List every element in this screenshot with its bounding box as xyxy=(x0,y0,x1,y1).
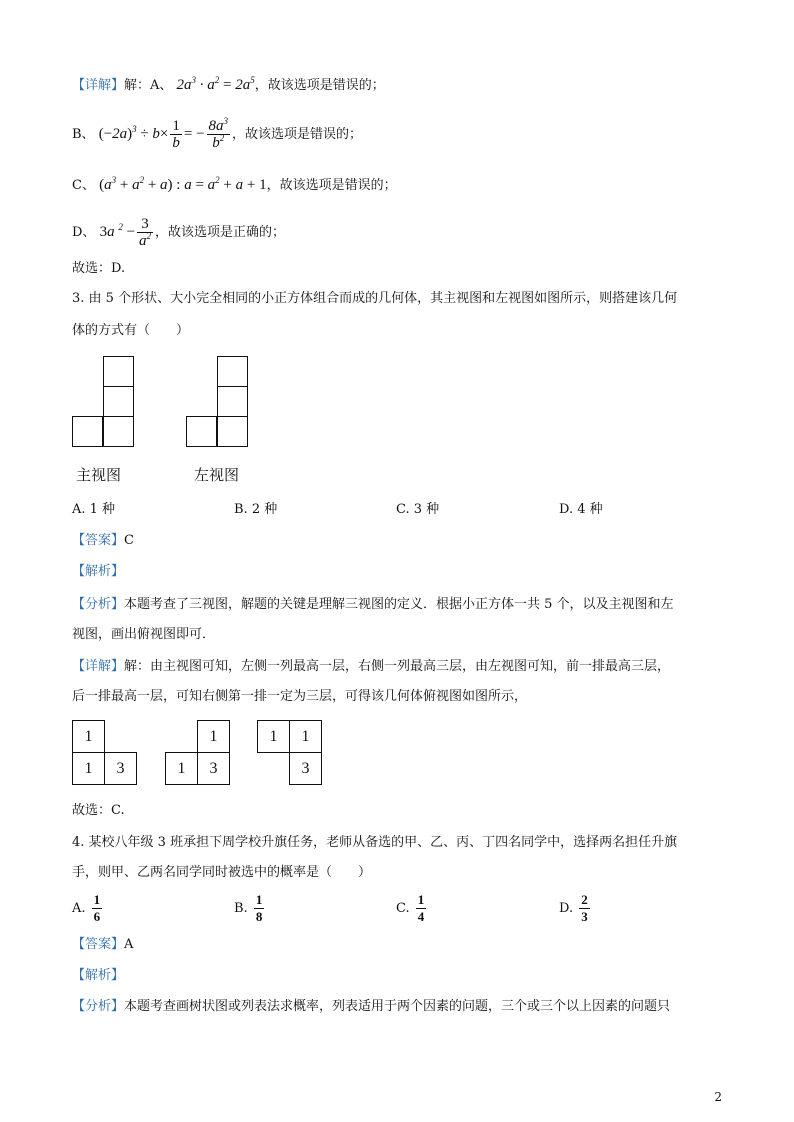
detail-line-b xyxy=(72,118,362,151)
front-view-cell xyxy=(72,416,103,447)
grid-cell: 1 xyxy=(165,752,198,785)
detail-tag: 【详解】 xyxy=(72,659,125,674)
option-denominator: 6 xyxy=(93,909,101,924)
q4-analysis-tag: 【解析】 xyxy=(72,968,125,983)
q3-option-d: D. 4 种 xyxy=(559,502,603,517)
q4-option-b xyxy=(234,892,266,925)
q3-answer xyxy=(72,532,134,550)
left-view-cell xyxy=(217,386,248,417)
d-label: D、 xyxy=(72,224,96,240)
fenxi-text: 本题考查画树状图或列表法求概率，列表适用于两个因素的问题，三个或三个以上因素的问题只 xyxy=(124,999,671,1014)
q3-detail-1 xyxy=(72,658,670,676)
top-view-grid-3 xyxy=(257,720,323,786)
option-label: A. xyxy=(72,901,86,916)
grid-cell: 1 xyxy=(289,720,322,753)
grid-cell: 1 xyxy=(197,720,230,753)
grid-cell: 3 xyxy=(104,752,137,785)
choose-d: 故选：D. xyxy=(72,261,126,276)
answer-value: A xyxy=(124,937,134,952)
detail-a-text: 解：A、 xyxy=(124,78,173,93)
fenxi-text: 本题考查了三视图，解题的关键是理解三视图的定义．根据小正方体一共 5 个，以及主视图和左 xyxy=(124,597,674,612)
formula-d: 3a $^2$ − $\frac{3}{a^2}$ xyxy=(99,216,152,249)
top-view-grid-2 xyxy=(165,720,231,786)
fenxi-tag: 【分析】 xyxy=(72,597,125,612)
choose-c: 故选：C. xyxy=(72,803,125,818)
option-numerator: 1 xyxy=(93,892,101,907)
left-view-caption: 左视图 xyxy=(194,466,240,484)
q3-option-a: A. 1 种 xyxy=(72,502,116,517)
detail-line-a xyxy=(72,76,385,95)
q3-detail-2: 后一排最高一层，可知右侧第一排一定为三层，可得该几何体俯视图如图所示， xyxy=(72,689,528,704)
option-denominator: 4 xyxy=(417,909,425,924)
q3-fenxi-2: 视图，画出俯视图即可． xyxy=(72,627,216,642)
option-label: D. xyxy=(559,901,574,916)
option-label: B. xyxy=(234,901,248,916)
q4-option-d xyxy=(559,892,592,925)
left-view-cell xyxy=(186,416,217,447)
detail-tag: 【详解】 xyxy=(72,78,125,93)
q4-option-a xyxy=(72,892,104,925)
option-denominator: 3 xyxy=(581,909,588,924)
page-number: 2 xyxy=(714,1090,722,1104)
grid-cell: 1 xyxy=(72,752,105,785)
formula-b: $(-2a)^3 \div b\times$ $\frac{1}{b}$ = − $\frac{8a^3}{b^2}$ xyxy=(98,116,229,151)
formula-a: $2a^3 \cdot a^2 = 2a^5$ xyxy=(176,75,255,93)
front-view-cell xyxy=(103,386,134,417)
answer-tag: 【答案】 xyxy=(72,533,125,548)
q4-stem-1: 4. 某校八年级 3 班承担下周学校升旗任务，老师从备选的甲、乙、丙、丁四名同学中，选择两名担任升旗 xyxy=(72,835,678,850)
left-view-cell xyxy=(217,416,248,447)
left-view-figure xyxy=(186,356,248,448)
q4-fenxi-1 xyxy=(72,998,670,1016)
option-numerator: 1 xyxy=(417,892,425,907)
grid-cell: 3 xyxy=(197,752,230,785)
front-view-cell xyxy=(103,356,134,387)
front-view-cell xyxy=(103,416,134,447)
answer-value: C xyxy=(124,533,134,548)
detail-line-c xyxy=(72,176,397,195)
detail-a-tail: ，故该选项是错误的； xyxy=(254,78,385,93)
q3-analysis-tag: 【解析】 xyxy=(72,564,125,579)
detail-b-tail: ，故该选项是错误的； xyxy=(232,126,363,142)
detail-d-tail: ，故该选项是正确的； xyxy=(155,224,286,240)
formula-c: $(a^3 + a^2 + a)$ : $a = a^2 + a + 1$ xyxy=(99,175,267,193)
answer-tag: 【答案】 xyxy=(72,937,125,952)
fenxi-tag: 【分析】 xyxy=(72,999,125,1014)
grid-cell: 3 xyxy=(289,752,322,785)
grid-cell: 1 xyxy=(72,720,105,753)
q4-answer xyxy=(72,936,133,954)
option-label: C. xyxy=(396,901,410,916)
q4-option-c xyxy=(396,892,428,925)
front-view-figure xyxy=(72,356,134,448)
option-denominator: 8 xyxy=(255,909,263,924)
left-view-cell xyxy=(217,356,248,387)
option-numerator: 2 xyxy=(581,892,588,907)
detail-text: 解：由主视图可知，左侧一列最高一层，右侧一列最高三层，由左视图可知，前一排最高三层， xyxy=(124,659,671,674)
q3-fenxi-1 xyxy=(72,596,674,614)
option-numerator: 1 xyxy=(255,892,263,907)
q3-stem-2: 体的方式有（ ） xyxy=(72,323,190,338)
detail-line-d xyxy=(72,216,285,249)
top-view-grid-1 xyxy=(72,720,138,786)
grid-cell: 1 xyxy=(257,720,290,753)
c-label: C、 xyxy=(72,178,95,193)
q4-stem-2: 手，则甲、乙两名同学同时被选中的概率是（ ） xyxy=(72,865,372,880)
q3-option-c: C. 3 种 xyxy=(396,502,440,517)
q3-option-b: B. 2 种 xyxy=(234,502,278,517)
detail-c-tail: ，故该选项是错误的； xyxy=(266,178,397,193)
front-view-caption: 主视图 xyxy=(76,466,122,484)
b-label: B、 xyxy=(72,126,95,142)
q3-stem-1: 3. 由 5 个形状、大小完全相同的小正方体组合而成的几何体，其主视图和左视图如图所示，则搭建该几何 xyxy=(72,291,678,306)
